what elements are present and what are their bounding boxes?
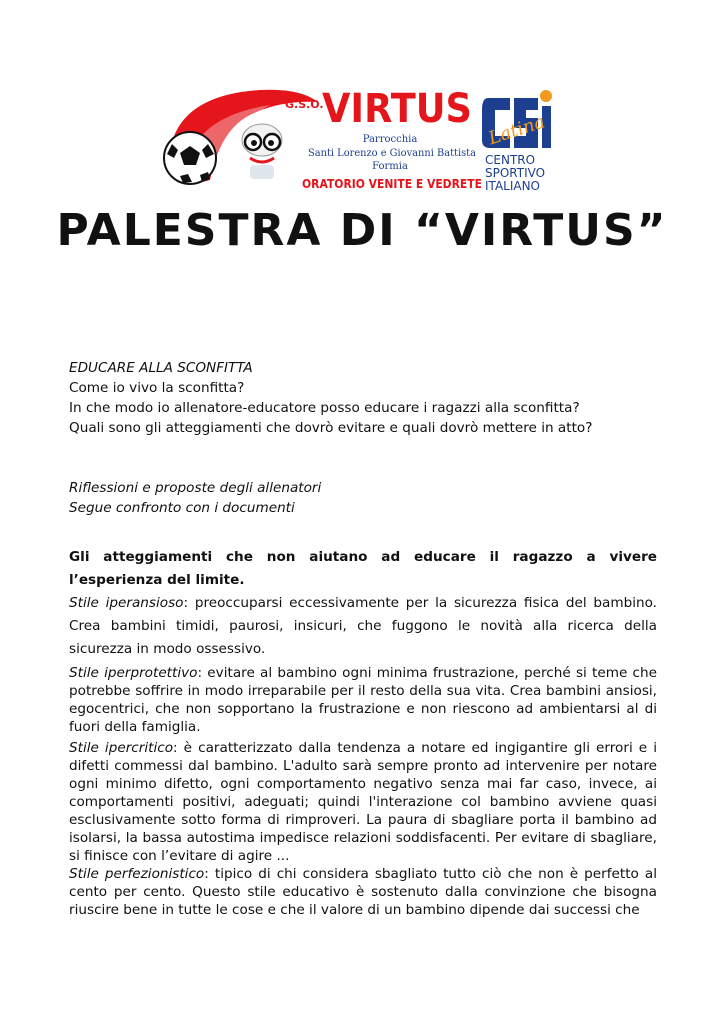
- reflections-line-1: Riflessioni e proposte degli allenatori: [69, 480, 322, 496]
- style-paragraph: [69, 664, 657, 736]
- page-title: PALESTRA DI “VIRTUS”: [56, 205, 668, 256]
- style-text: : tipico di chi considera sbagliato tutto ciò che non è perfetto al cento per cento. Questo stile educativo è sostenuto dalla convinzione che bisogna riuscire bene in tutte le cose e che il valore di un bambino dipende dai successi che: [69, 866, 658, 918]
- virtus-wordmark: VIRTUS: [322, 86, 472, 132]
- csi-line1: CENTRO: [485, 153, 536, 167]
- style-name: Stile ipercritico: [69, 740, 174, 756]
- csi-line3: ITALIANO: [485, 179, 541, 193]
- gso-label: G.S.O.: [285, 98, 324, 111]
- city-label: Formia: [372, 161, 408, 172]
- style-text: : preoccuparsi eccessivamente per la sicurezza fisica del bambino. Crea bambini timidi, paurosi, insicuri, che fuggono le novità alla ricerca della sicurezza in modo ossessivo.: [69, 595, 657, 657]
- virtus-logo: [150, 80, 570, 205]
- intro-question-2: In che modo io allenatore-educatore posso educare i ragazzi alla sconfitta?: [69, 400, 580, 416]
- csi-script-label: Latina: [485, 111, 548, 150]
- intro-question-3: Quali sono gli atteggiamenti che dovrò evitare e quali dovrò mettere in atto?: [69, 420, 593, 436]
- style-name: Stile perfezionistico: [69, 866, 205, 882]
- style-text: : è caratterizzato dalla tendenza a notare ed ingigantire gli errori e i difetti commessi dal bambino. L'adulto sarà sempre pronto ad intervenire per notare ogni minimo difetto, ogni comportamento negativo senza mai far caso, invece, ai comportamenti positivi, adeguati; quindi l'interazione col bambino avviene quasi esclusivamente sotto forma di rimproveri. La paura di sbagliare porta il bambino ad isolarsi, la bassa autostima impedisce relazioni soddisfacenti. Per evitare di sbagliare, si finisce con l’evitare di agire ...: [69, 740, 657, 864]
- csi-line2: SPORTIVO: [485, 166, 546, 180]
- soccer-ball-icon: [164, 132, 216, 184]
- reflections-line-2: Segue confronto con i documenti: [69, 500, 295, 516]
- style-paragraph: [69, 865, 657, 919]
- section-heading: Gli atteggiamenti che non aiutano ad educare il ragazzo a vivere l’esperienza del limite.: [69, 549, 657, 588]
- intro-heading: EDUCARE ALLA SCONFITTA: [69, 360, 253, 376]
- document-body: [69, 358, 657, 919]
- mascot-character-icon: [242, 124, 282, 179]
- parrocchia-label: Parrocchia: [362, 134, 418, 145]
- style-text: : evitare al bambino ogni minima frustrazione, perché si teme che potrebbe soffrire in modo irreparabile per il resto della sua vita. Crea bambini ansiosi, egocentrici, che non sopportano la frustrazione e non riescono ad ambientarsi al di fuori della famiglia.: [69, 665, 658, 735]
- motto-label: ORATORIO VENITE E VEDRETE: [302, 177, 482, 191]
- intro-question-1: Come io vivo la sconfitta?: [69, 380, 245, 396]
- style-paragraph: [69, 739, 657, 865]
- style-name: Stile iperprotettivo: [69, 665, 198, 681]
- style-name: Stile iperansioso: [69, 595, 184, 611]
- parish-name: Santi Lorenzo e Giovanni Battista: [308, 148, 477, 159]
- style-paragraph: [69, 592, 657, 661]
- csi-logo: [482, 90, 552, 193]
